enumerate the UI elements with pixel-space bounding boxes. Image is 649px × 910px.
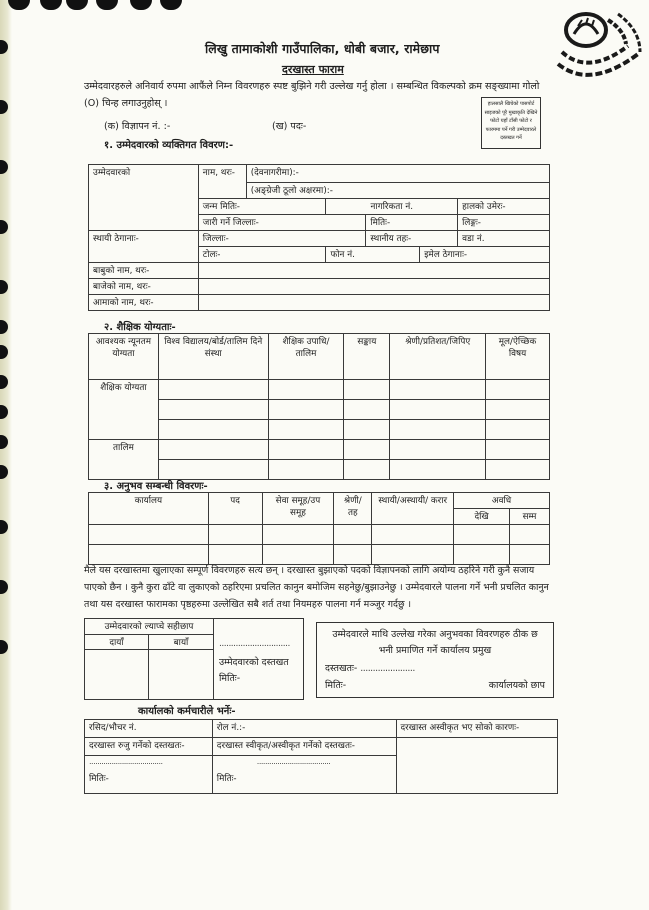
col-post: पद [208,493,262,525]
office-use-heading: कार्यालको कर्मचारीले भर्नेः- [138,706,236,717]
table-cell[interactable] [158,420,268,440]
punch-hole [0,320,8,334]
left-thumbprint-area[interactable] [149,650,214,700]
col-service-group: सेवा समूह/उप समूह [262,493,334,525]
dob-field[interactable]: जन्म मितिः- [198,199,326,215]
office-verification-block [316,622,554,698]
section-education-heading: २. शैक्षिक योग्यताः- [104,322,176,333]
row-group-education: शैक्षिक योग्यता [89,380,159,440]
punch-hole [0,375,8,389]
verification-date-field[interactable]: मितिः- [325,680,347,691]
table-cell[interactable] [208,525,262,545]
candidate-signature-block [84,618,304,700]
table-cell[interactable] [158,380,268,400]
roll-number-field[interactable]: रोल नं.:- [212,720,396,738]
table-cell[interactable] [268,460,344,480]
table-cell[interactable] [334,525,372,545]
table-cell[interactable] [262,525,334,545]
table-cell[interactable] [390,440,486,460]
post-field[interactable]: (ख) पदः- [272,121,307,132]
issue-date-field[interactable]: मितिः- [366,215,458,231]
col-faculty: सङ्काय [344,334,390,380]
instructions-body: उम्मेदवारहरुले अनिवार्य रुपमा आफैंले निम्न विवरणहरु स्पष्ट बुझिने गरी उल्लेख गर्नु होला । सम्बन्धित विकल्पको क्रम सङ्ख्यामा गोलो (O) चिन्ह लगाउनुहोस् । [84,81,540,109]
table-cell[interactable] [89,525,209,545]
photo-box[interactable] [481,97,541,149]
personal-details-table [88,164,550,311]
table-cell[interactable] [158,400,268,420]
thumbprint-label: उम्मेदवारको ल्याप्चे सहीछाप [85,619,214,635]
table-cell[interactable] [486,400,550,420]
registrar-signature-label: दरखास्त रुजु गर्नेको दस्तखतः- [85,738,213,756]
father-name-label: बाबुको नाम, थरः- [89,263,199,279]
table-cell[interactable] [510,525,550,545]
col-division: श्रेणी/प्रतिशत/जिपिए [390,334,486,380]
phone-field[interactable]: फोन नं. [326,247,420,263]
table-cell[interactable] [158,440,268,460]
table-cell[interactable] [158,460,268,480]
section-personal-heading: १. उम्मेदवारको व्यक्तिगत विवरण:- [104,140,234,151]
col-period-from: देखि [454,509,510,525]
table-cell[interactable] [390,380,486,400]
table-cell[interactable] [454,525,510,545]
registrar-signature-area[interactable] [85,756,213,794]
grandfather-name-label: बाजेको नाम, थरः- [89,279,199,295]
approver-signature-line[interactable]: .................................... [256,757,331,766]
verification-signature-line[interactable]: ...................... [360,663,415,674]
office-seal-label: कार्यालयको छाप [488,680,545,691]
paper-left-edge [0,0,12,910]
education-table [88,333,550,480]
col-institution: विश्व विद्यालय/बोर्ड/तालिम दिने संस्था [158,334,268,380]
punch-hole [0,220,8,234]
col-period: अवधि [454,493,550,509]
left-thumb-label: बायाँ [149,635,214,650]
right-thumb-label: दायाँ [85,635,149,650]
table-cell[interactable] [344,400,390,420]
punch-hole [0,345,8,359]
table-cell[interactable] [486,420,550,440]
col-subject: मूल/ऐच्छिक विषय [486,334,550,380]
table-cell[interactable] [344,460,390,480]
candidate-label: उम्मेदवारको [89,165,199,231]
table-cell[interactable] [390,400,486,420]
permanent-address-label: स्थायी ठेगानाः- [89,231,199,263]
mother-name-field[interactable] [198,295,549,311]
form-title: दरखास्त फाराम [282,63,344,76]
table-cell[interactable] [390,420,486,440]
punch-hole [0,465,8,479]
experience-table [88,492,550,565]
table-cell[interactable] [344,420,390,440]
table-cell[interactable] [372,525,454,545]
official-stamp-icon [548,6,648,88]
declaration-text: मैले यस दरखास्तमा खुलाएका सम्पूर्ण विवरणहरु सत्य छन् । दरखास्त बुझाएको पदको विज्ञापनको लागि अयोग्य ठहरिने गरी कुनै सजाय पाएको छैन । कुनै कुरा ढाँटे वा लुकाएको ठहरिएमा प्रचलित कानुन बमोजिम सहनेछु/बुझाउनेछु । उम्मेदवारले पालना गर्ने भनी प्रचलित कानुन तथा यस दरखास्त फारामका पृष्ठहरुमा उल्लेखित सबै शर्त तथा नियमहरु पालना गर्न मञ्जुर गर्दछु । [84,565,549,610]
punch-hole [66,0,88,10]
signature-line[interactable]: .............................. [219,639,290,649]
issue-district-field[interactable]: जारी गर्ने जिल्लाः- [198,215,366,231]
verification-signature-label: दस्तखतः- [325,663,358,674]
registrar-date-field[interactable]: मितिः- [89,774,109,784]
punch-hole [0,435,8,449]
table-cell[interactable] [486,460,550,480]
punch-hole [0,520,8,534]
table-cell[interactable] [486,440,550,460]
current-age-field[interactable]: हालको उमेरः- [458,199,550,215]
punch-hole [160,0,182,10]
gender-field[interactable]: लिङ्गः- [458,215,550,231]
ward-number-field[interactable]: वडा नं. [458,231,550,247]
punch-hole [0,40,8,54]
photo-box-text: हालसालै खिचेको पासपोर्ट साइजको पूरै मुखाकृति देखिने फोटो यहाँ टाँसी फोटो र फारममा पर्ने गरी उम्मेदवारले दस्तखत गर्ने [484,101,538,141]
approver-signature-area[interactable] [212,756,396,794]
approver-date-field[interactable]: मितिः- [216,774,237,784]
tole-field[interactable]: टोलः- [198,247,326,263]
section-experience-heading: ३. अनुभव सम्बन्धी विवरणः- [104,481,208,492]
name-devanagari-field[interactable]: (देवनागरीमा):- [246,165,549,183]
rejection-reason-field[interactable] [396,738,557,794]
col-degree: शैक्षिक उपाधि/तालिम [268,334,344,380]
col-min-qualification: आवश्यक न्यूनतम योग्यता [89,334,159,380]
grandfather-name-field[interactable] [198,279,549,295]
table-cell[interactable] [344,380,390,400]
office-use-table [84,719,558,794]
father-name-field[interactable] [198,263,549,279]
advert-number-field[interactable]: (क) विज्ञापन नं. :- [104,121,171,132]
candidate-signature-label: उम्मेदवारको दस्तखत [219,657,289,668]
name-label: नाम, थरः- [198,165,246,199]
punch-hole [0,280,8,294]
col-office: कार्यालय [89,493,209,525]
verification-text: उम्मेदवारले माथि उल्लेख गरेका अनुभवका विवरणहरु ठीक छ भनी प्रमाणित गर्ने कार्यालय प्रमुख [332,629,538,656]
col-period-to: सम्म [510,509,550,525]
thumbprint-table [84,618,214,700]
email-field[interactable]: इमेल ठेगानाः- [420,247,550,263]
punch-hole [40,0,62,10]
organization-title: लिखु तामाकोशी गाउँपालिका, धोबी बजार, रामेछाप [205,41,440,56]
punch-hole [0,580,8,594]
punch-hole [0,405,8,419]
mother-name-label: आमाको नाम, थरः- [89,295,199,311]
receipt-number-field[interactable]: रसिद/भौचर नं. [85,720,213,738]
candidate-date-field[interactable]: मितिः- [219,673,241,684]
table-cell[interactable] [268,440,344,460]
verification-date-row [325,678,545,691]
table-cell[interactable] [268,380,344,400]
table-cell[interactable] [390,460,486,480]
table-cell[interactable] [268,420,344,440]
punch-hole [0,640,8,654]
table-cell[interactable] [486,380,550,400]
rejection-reason-label: दरखास्त अस्वीकृत भए सोको कारणः- [396,720,557,738]
table-cell[interactable] [344,440,390,460]
punch-hole [0,160,8,174]
name-english-field[interactable]: (अङ्ग्रेजी ठूलो अक्षरमा):- [246,183,549,199]
citizenship-number-field[interactable]: नागरिकता नं. [326,199,458,215]
col-employment-type: स्थायी/अस्थायी/ करार [372,493,454,525]
punch-hole [0,100,8,114]
approver-signature-label: दरखास्त स्वीकृत/अस्वीकृत गर्नेको दस्तखतः- [212,738,396,756]
right-thumbprint-area[interactable] [85,650,149,700]
punch-hole [96,0,118,10]
verification-signature-row [325,661,545,674]
punch-hole [130,0,152,10]
row-group-training: तालिम [89,440,159,480]
local-level-field[interactable]: स्थानीय तहः- [366,231,458,247]
col-level: श्रेणी/ तह [334,493,372,525]
registrar-signature-line[interactable]: .................................... [89,757,163,766]
table-cell[interactable] [268,400,344,420]
district-field[interactable]: जिल्लाः- [198,231,366,247]
